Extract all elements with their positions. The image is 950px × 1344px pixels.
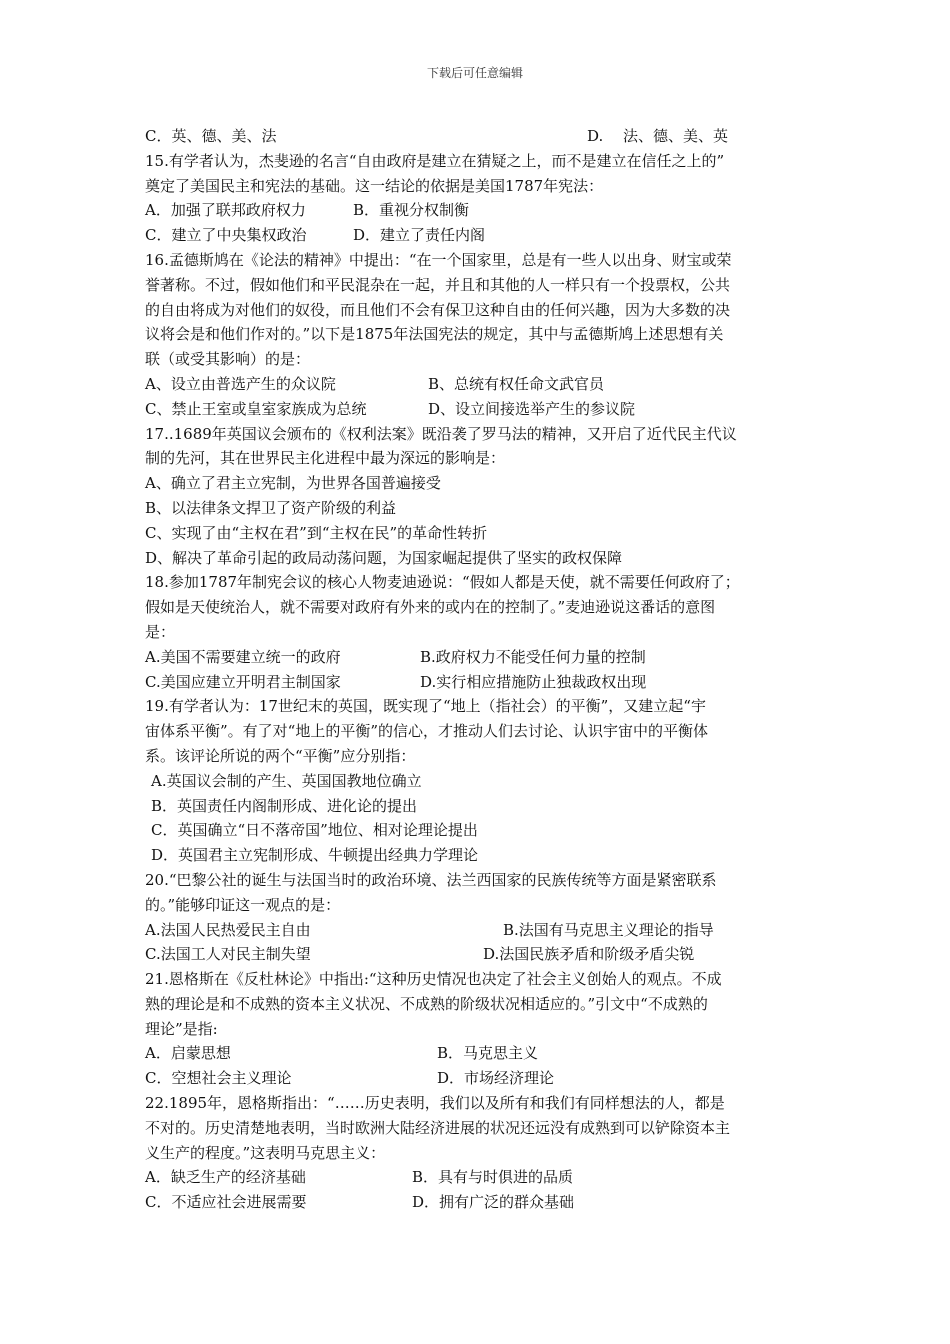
option-row [145, 397, 815, 422]
option-row [145, 645, 815, 670]
option-row [145, 918, 815, 943]
question-16-text: 议将会是和他们作对的。”以下是1875年法国宪法的规定，其中与孟德斯鸠上述思想有关 [145, 325, 724, 344]
option-c: C.法国工人对民主制失望 [145, 945, 311, 964]
question-19-text: 19.有学者认为：17世纪末的英国，既实现了“地上（指社会）的平衡”，又建立起“宇 [145, 697, 706, 716]
option-d: D、解决了革命引起的政局动荡问题，为国家崛起提供了坚实的政权保障 [145, 548, 623, 567]
option-b: B．马克思主义 [437, 1044, 539, 1063]
option-c: C.美国应建立开明君主制国家 [145, 672, 341, 691]
question-19-text: 系。该评论所说的两个“平衡”应分别指： [145, 746, 416, 765]
option-b: B、总统有权任命文武官员 [428, 374, 605, 393]
option-c: C．不适应社会进展需要 [145, 1193, 307, 1212]
question-16-text: 的自由将成为对他们的奴役，而且他们不会有保卫这种自由的任何兴趣，因为大多数的决 [145, 300, 731, 319]
option-a: A.美国不需要建立统一的政府 [145, 647, 341, 666]
question-18-text: 是： [145, 622, 176, 641]
option-d: D.法国民族矛盾和阶级矛盾尖锐 [483, 945, 695, 964]
question-22-text: 22.1895年，恩格斯指出：“……历史表明，我们以及所有和我们有同样想法的人，都是 [145, 1094, 725, 1113]
option-a: A、确立了君主立宪制，为世界各国普遍接受 [145, 474, 441, 493]
option-d: D.实行相应措施防止独裁政权出现 [420, 672, 647, 691]
option-a: A．加强了联邦政府权力 [145, 201, 306, 220]
option-row [145, 1165, 815, 1190]
option-d: D、设立间接选举产生的参议院 [428, 399, 636, 418]
option-b: B．具有与时俱进的品质 [412, 1168, 574, 1187]
option-c: C．英、德、美、法 [145, 127, 277, 145]
option-row [145, 1041, 815, 1066]
option-b: B．英国责任内阁制形成、进化论的提出 [151, 796, 418, 815]
option-c: C、实现了由“主权在君”到“主权在民”的革命性转折 [145, 523, 488, 542]
option-d: D. 法、德、美、英 [587, 127, 729, 145]
question-15-text: 15.有学者认为，杰斐逊的名言“自由政府是建立在猜疑之上，而不是建立在信任之上的” [145, 151, 725, 170]
question-21-text: 21.恩格斯在《反杜林论》中指出:“这种历史情况也决定了社会主义创始人的观点。不成 [145, 970, 722, 989]
option-a: A．缺乏生产的经济基础 [145, 1168, 306, 1187]
option-row [145, 223, 815, 248]
option-c: C．空想社会主义理论 [145, 1069, 292, 1088]
option-a: A.法国人民热爱民主自由 [145, 920, 311, 939]
question-17-text: 制的先河，其在世界民主化进程中最为深远的影响是： [145, 449, 506, 468]
question-20-text: 20.“巴黎公社的诞生与法国当时的政治环境、法兰西国家的民族传统等方面是紧密联系 [145, 870, 717, 889]
question-20-text: 的。”能够印证这一观点的是： [145, 895, 341, 914]
option-row [145, 124, 815, 149]
question-21-text: 理论”是指: [145, 1019, 218, 1038]
option-b: B．重视分权制衡 [353, 201, 470, 220]
option-d: D．建立了责任内阁 [353, 226, 486, 245]
question-16-text: 16.孟德斯鸠在《论法的精神》中提出：“在一个国家里，总是有一些人以出身、财宝或荣 [145, 250, 732, 269]
question-22-text: 不对的。历史清楚地表明，当时欧洲大陆经济进展的状况还远没有成熟到可以铲除资本主 [145, 1118, 731, 1137]
option-a: A、设立由普选产生的众议院 [145, 374, 336, 393]
option-a: A．启蒙思想 [145, 1044, 231, 1063]
option-b: B.政府权力不能受任何力量的控制 [420, 647, 646, 666]
option-c: C、禁止王室或皇室家族成为总统 [145, 399, 367, 418]
option-b: B、以法律条文捍卫了资产阶级的利益 [145, 498, 397, 517]
option-c: C．建立了中央集权政治 [145, 226, 307, 245]
option-row [145, 670, 815, 695]
question-18-text: 假如是天使统治人，就不需要对政府有外来的或内在的控制了。”麦迪逊说这番话的意图 [145, 598, 716, 617]
option-d: D．市场经济理论 [437, 1069, 555, 1088]
option-c: C．英国确立“日不落帝国”地位、相对论理论提出 [151, 821, 478, 840]
question-22-text: 义生产的程度。”这表明马克思主义： [145, 1143, 386, 1162]
question-19-text: 宙体系平衡”。有了对“地上的平衡”的信心，才推动人们去讨论、认识宇宙中的平衡体 [145, 722, 709, 741]
option-row [145, 1066, 815, 1091]
option-row [145, 942, 815, 967]
option-b: B.法国有马克思主义理论的指导 [503, 920, 714, 939]
question-21-text: 熟的理论是和不成熟的资本主义状况、不成熟的阶级状况相适应的。”引文中“不成熟的 [145, 994, 708, 1013]
option-a: A.英国议会制的产生、英国国教地位确立 [151, 771, 422, 790]
option-row [145, 198, 815, 223]
question-16-text: 誉著称。不过，假如他们和平民混杂在一起，并且和其他的人一样只有一个投票权，公共 [145, 275, 731, 294]
question-16-text: 联（或受其影响）的是： [145, 350, 311, 369]
question-18-text: 18.参加1787年制宪会议的核心人物麦迪逊说：“假如人都是天使，就不需要任何政府了； [145, 573, 740, 592]
question-15-text: 奠定了美国民主和宪法的基础。这一结论的依据是美国1787年宪法： [145, 176, 604, 195]
question-17-text: 17..1689年英国议会颁布的《权利法案》既沿袭了罗马法的精神，又开启了近代民主代议 [145, 424, 737, 443]
option-d: D．英国君主立宪制形成、牛顿提出经典力学理论 [151, 846, 479, 865]
option-row [145, 1190, 815, 1215]
option-d: D．拥有广泛的群众基础 [412, 1193, 575, 1212]
page-header: 下载后可任意编辑 [426, 66, 523, 80]
option-row [145, 372, 815, 397]
document-content [145, 124, 815, 1215]
